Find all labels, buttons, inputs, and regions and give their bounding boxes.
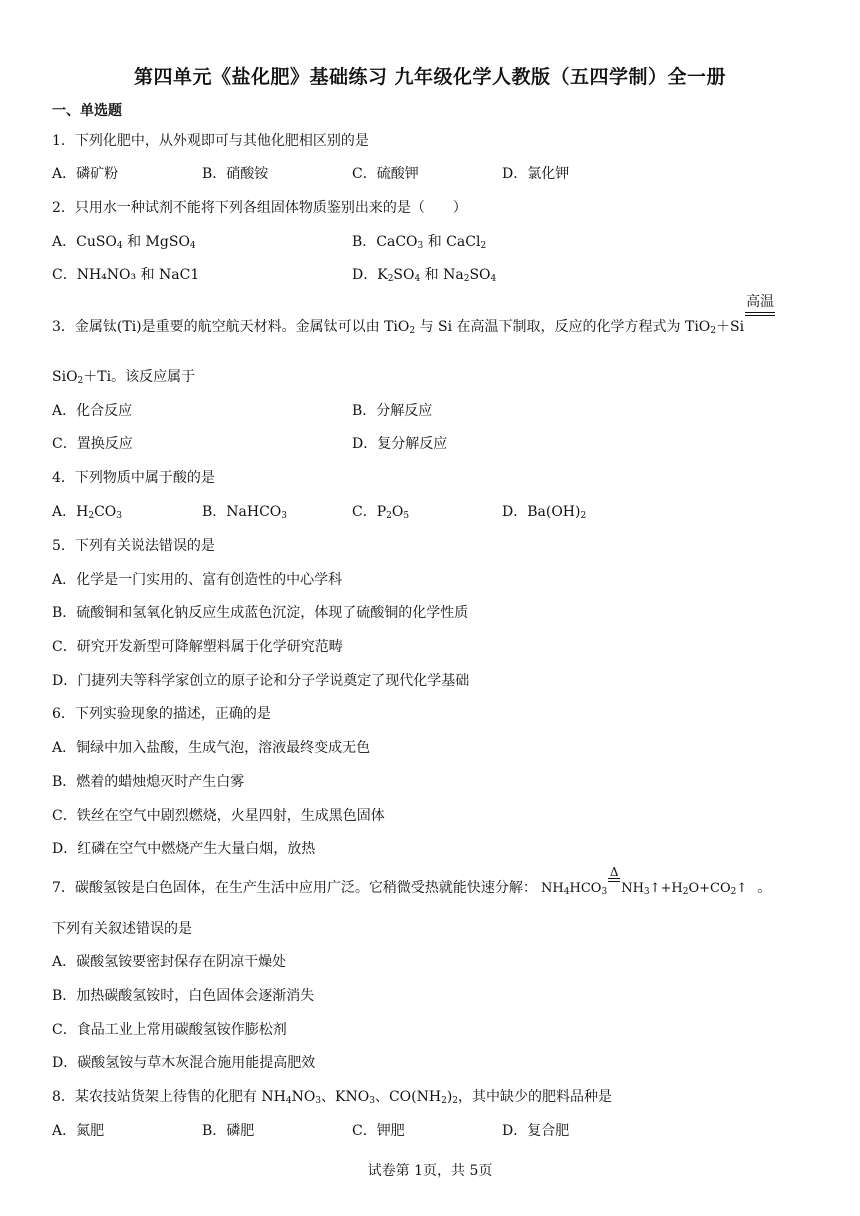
question-1-option-b: B．硝酸铵 — [202, 166, 269, 182]
question-6-option-a: A．铜绿中加入盐酸，生成气泡，溶液最终变成无色 — [52, 740, 371, 756]
question-6-option-c: C．铁丝在空气中剧烈燃烧，火星四射，生成黑色固体 — [52, 808, 385, 824]
question-1-option-c: C．硫酸钾 — [352, 166, 419, 182]
question-4-option-a: A．$H_2CO_3$ — [52, 504, 122, 521]
question-1-stem: 1．下列化肥中，从外观即可与其他化肥相区别的是 — [52, 133, 369, 149]
question-4-option-c: C．$P_2O_5$ — [352, 504, 410, 521]
question-2-option-b: B．CaCO$_3$ 和 CaCl$_2$ — [352, 234, 487, 251]
section-heading: 一、单选题 — [52, 103, 122, 119]
question-8-option-a: A．氮肥 — [52, 1123, 105, 1139]
question-1-option-a: A．磷矿粉 — [52, 166, 119, 182]
question-8-option-b: B．磷肥 — [202, 1123, 255, 1139]
question-1-option-d: D．氯化钾 — [502, 166, 570, 182]
question-7-option-c: C．食品工业上常用碳酸氢铵作膨松剂 — [52, 1022, 287, 1038]
page-title: 第四单元《盐化肥》基础练习 九年级化学人教版（五四学制）全一册 — [133, 66, 727, 88]
question-6-stem: 6．下列实验现象的描述，正确的是 — [52, 706, 271, 722]
question-7-option-a: A．碳酸氢铵要密封保存在阴凉干燥处 — [52, 954, 287, 970]
question-6-option-b: B．燃着的蜡烛熄灭时产生白雾 — [52, 774, 245, 790]
question-2-option-a: A．CuSO$_4$ 和 MgSO$_4$ — [52, 234, 196, 251]
question-3-option-c: C．置换反应 — [52, 436, 133, 452]
question-3-option-a: A．化合反应 — [52, 403, 133, 419]
question-4-stem: 4．下列物质中属于酸的是 — [52, 470, 215, 486]
question-7-option-d: D．碳酸氢铵与草木灰混合施用能提高肥效 — [52, 1055, 316, 1071]
question-3-stem: 3．金属钛(Ti)是重要的航空航天材料。金属钛可以由 TiO$_2$ 与 Si 在高温下制取，反应的化学方程式为 TiO$_2$＋Si 高温 — [52, 294, 775, 336]
question-7-option-b: B．加热碳酸氢铵时，白色固体会逐渐消失 — [52, 988, 315, 1004]
question-2-option-d: D．$K_2SO_4$ 和 $Na_2SO_4$ — [352, 267, 497, 284]
question-3-stem-line2: SiO$_2$＋Ti。该反应属于 — [52, 369, 196, 386]
reaction-condition: 高温 — [744, 317, 776, 331]
question-3-option-d: D．复分解反应 — [352, 436, 448, 452]
question-5-stem: 5．下列有关说法错误的是 — [52, 538, 215, 554]
question-4-option-d: D．$Ba(OH)_2$ — [502, 504, 587, 521]
heat-condition: Δ — [607, 880, 621, 892]
question-8-option-c: C．钾肥 — [352, 1123, 405, 1139]
question-2-stem: 2．只用水一种试剂不能将下列各组固体物质鉴别出来的是（ ） — [52, 200, 467, 216]
question-5-option-a: A．化学是一门实用的、富有创造性的中心学科 — [52, 572, 343, 588]
question-2-option-c: C．NH₄NO₃ 和 NaC1 — [52, 267, 200, 283]
question-7-stem: 7．碳酸氢铵是白色固体，在生产生活中应用广泛。它稍微受热就能快速分解： $NH_4HCO_3$ Δ $NH_3↑+H_2O+CO_2↑$ 。 — [52, 865, 772, 897]
question-8-option-d: D．复合肥 — [502, 1123, 570, 1139]
question-8-stem: 8．某农技站货架上待售的化肥有 $NH_4NO_3$、$KNO_3$、$CO(NH_2)_2$，其中缺少的肥料品种是 — [52, 1089, 613, 1106]
question-5-option-c: C．研究开发新型可降解塑料属于化学研究范畴 — [52, 639, 343, 655]
question-5-option-b: B．硫酸铜和氢氧化钠反应生成蓝色沉淀，体现了硫酸铜的化学性质 — [52, 605, 469, 621]
question-4-option-b: B．NaHCO$_3$ — [202, 504, 288, 521]
question-3-option-b: B．分解反应 — [352, 403, 433, 419]
page-footer: 试卷第 1页，共 5页 — [367, 1163, 493, 1179]
question-7-stem-line2: 下列有关叙述错误的是 — [52, 921, 192, 937]
decomposition-equation: $NH_4HCO_3$ Δ $NH_3↑+H_2O+CO_2↑$ — [541, 865, 748, 897]
question-6-option-d: D．红磷在空气中燃烧产生大量白烟，放热 — [52, 841, 316, 857]
question-5-option-d: D．门捷列夫等科学家创立的原子论和分子学说奠定了现代化学基础 — [52, 673, 470, 689]
